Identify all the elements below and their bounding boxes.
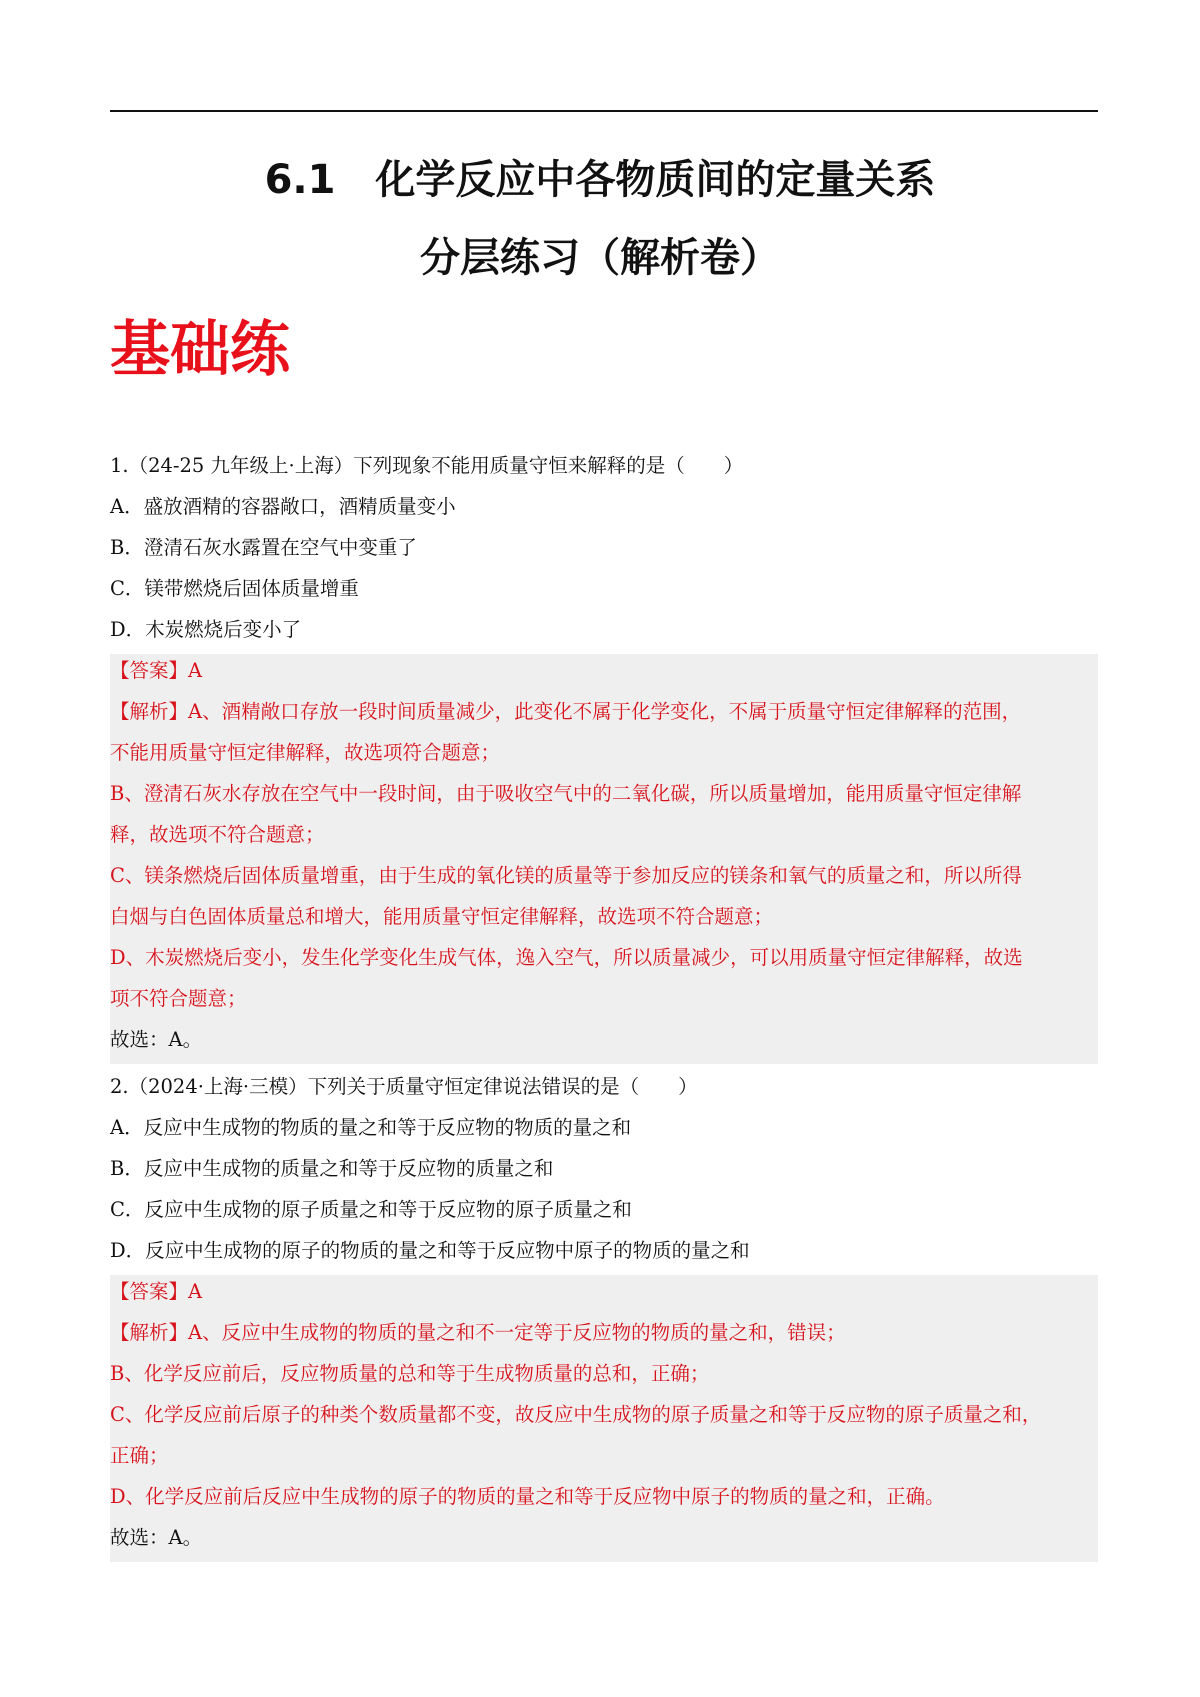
question-1-analysis-line: 【解析】A、酒精敞口存放一段时间质量减少，此变化不属于化学变化，不属于质量守恒定律解释的范围， xyxy=(110,700,1022,723)
page-title-line1: 6.1 化学反应中各物质间的定量关系 xyxy=(264,157,936,203)
question-1-analysis-line: C、镁条燃烧后固体质量增重，由于生成的氧化镁的质量等于参加反应的镁条和氧气的质量之和，所以所得 xyxy=(110,864,1022,887)
page-title-line2: 分层练习（解析卷） xyxy=(420,235,780,281)
question-1-answer: 【答案】A xyxy=(110,659,203,682)
question-1-analysis-line: D、木炭燃烧后变小，发生化学变化生成气体，逸入空气，所以质量减少，可以用质量守恒定律解释，故选 xyxy=(110,946,1023,969)
question-2-option-a: A．反应中生成物的物质的量之和等于反应物的物质的量之和 xyxy=(110,1116,632,1139)
question-2-stem: 2.（2024·上海·三模）下列关于质量守恒定律说法错误的是（ ） xyxy=(110,1075,698,1098)
question-1-option-b: B．澄清石灰水露置在空气中变重了 xyxy=(110,536,417,559)
question-1-analysis-line: 项不符合题意； xyxy=(110,987,247,1010)
question-1-analysis-line: 不能用质量守恒定律解释，故选项符合题意； xyxy=(110,741,501,764)
question-2-analysis-line: B、化学反应前后，反应物质量的总和等于生成物质量的总和，正确； xyxy=(110,1362,710,1385)
question-1-analysis-line: 释，故选项不符合题意； xyxy=(110,823,325,846)
question-1-analysis-line: 白烟与白色固体质量总和增大，能用质量守恒定律解释，故选项不符合题意； xyxy=(110,905,774,928)
question-2-option-d: D．反应中生成物的原子的物质的量之和等于反应物中原子的物质的量之和 xyxy=(110,1239,750,1262)
question-1-stem: 1.（24-25 九年级上·上海）下列现象不能用质量守恒来解释的是（ ） xyxy=(110,454,744,477)
question-2-conclusion: 故选：A。 xyxy=(110,1526,203,1549)
question-1-option-a: A．盛放酒精的容器敞口，酒精质量变小 xyxy=(110,495,456,518)
question-2-option-b: B．反应中生成物的质量之和等于反应物的质量之和 xyxy=(110,1157,554,1180)
question-2-analysis-line: 【解析】A、反应中生成物的物质的量之和不一定等于反应物的物质的量之和，错误； xyxy=(110,1321,846,1344)
question-1-conclusion: 故选：A。 xyxy=(110,1028,203,1051)
question-2-option-c: C．反应中生成物的原子质量之和等于反应物的原子质量之和 xyxy=(110,1198,632,1221)
question-1-option-d: D．木炭燃烧后变小了 xyxy=(110,618,302,641)
question-2-analysis-line: 正确； xyxy=(110,1444,169,1467)
question-1-analysis-line: B、澄清石灰水存放在空气中一段时间，由于吸收空气中的二氧化碳，所以质量增加，能用质量守恒定律解 xyxy=(110,782,1022,805)
question-2-analysis-line: C、化学反应前后原子的种类个数质量都不变，故反应中生成物的原子质量之和等于反应物的原子质量之和， xyxy=(110,1403,1042,1426)
question-2-analysis-line: D、化学反应前后反应中生成物的原子的物质的量之和等于反应物中原子的物质的量之和，正确。 xyxy=(110,1485,945,1508)
question-2-answer: 【答案】A xyxy=(110,1280,203,1303)
top-horizontal-rule xyxy=(110,110,1098,112)
question-1-option-c: C．镁带燃烧后固体质量增重 xyxy=(110,577,359,600)
section-heading: 基础练 xyxy=(110,315,290,385)
